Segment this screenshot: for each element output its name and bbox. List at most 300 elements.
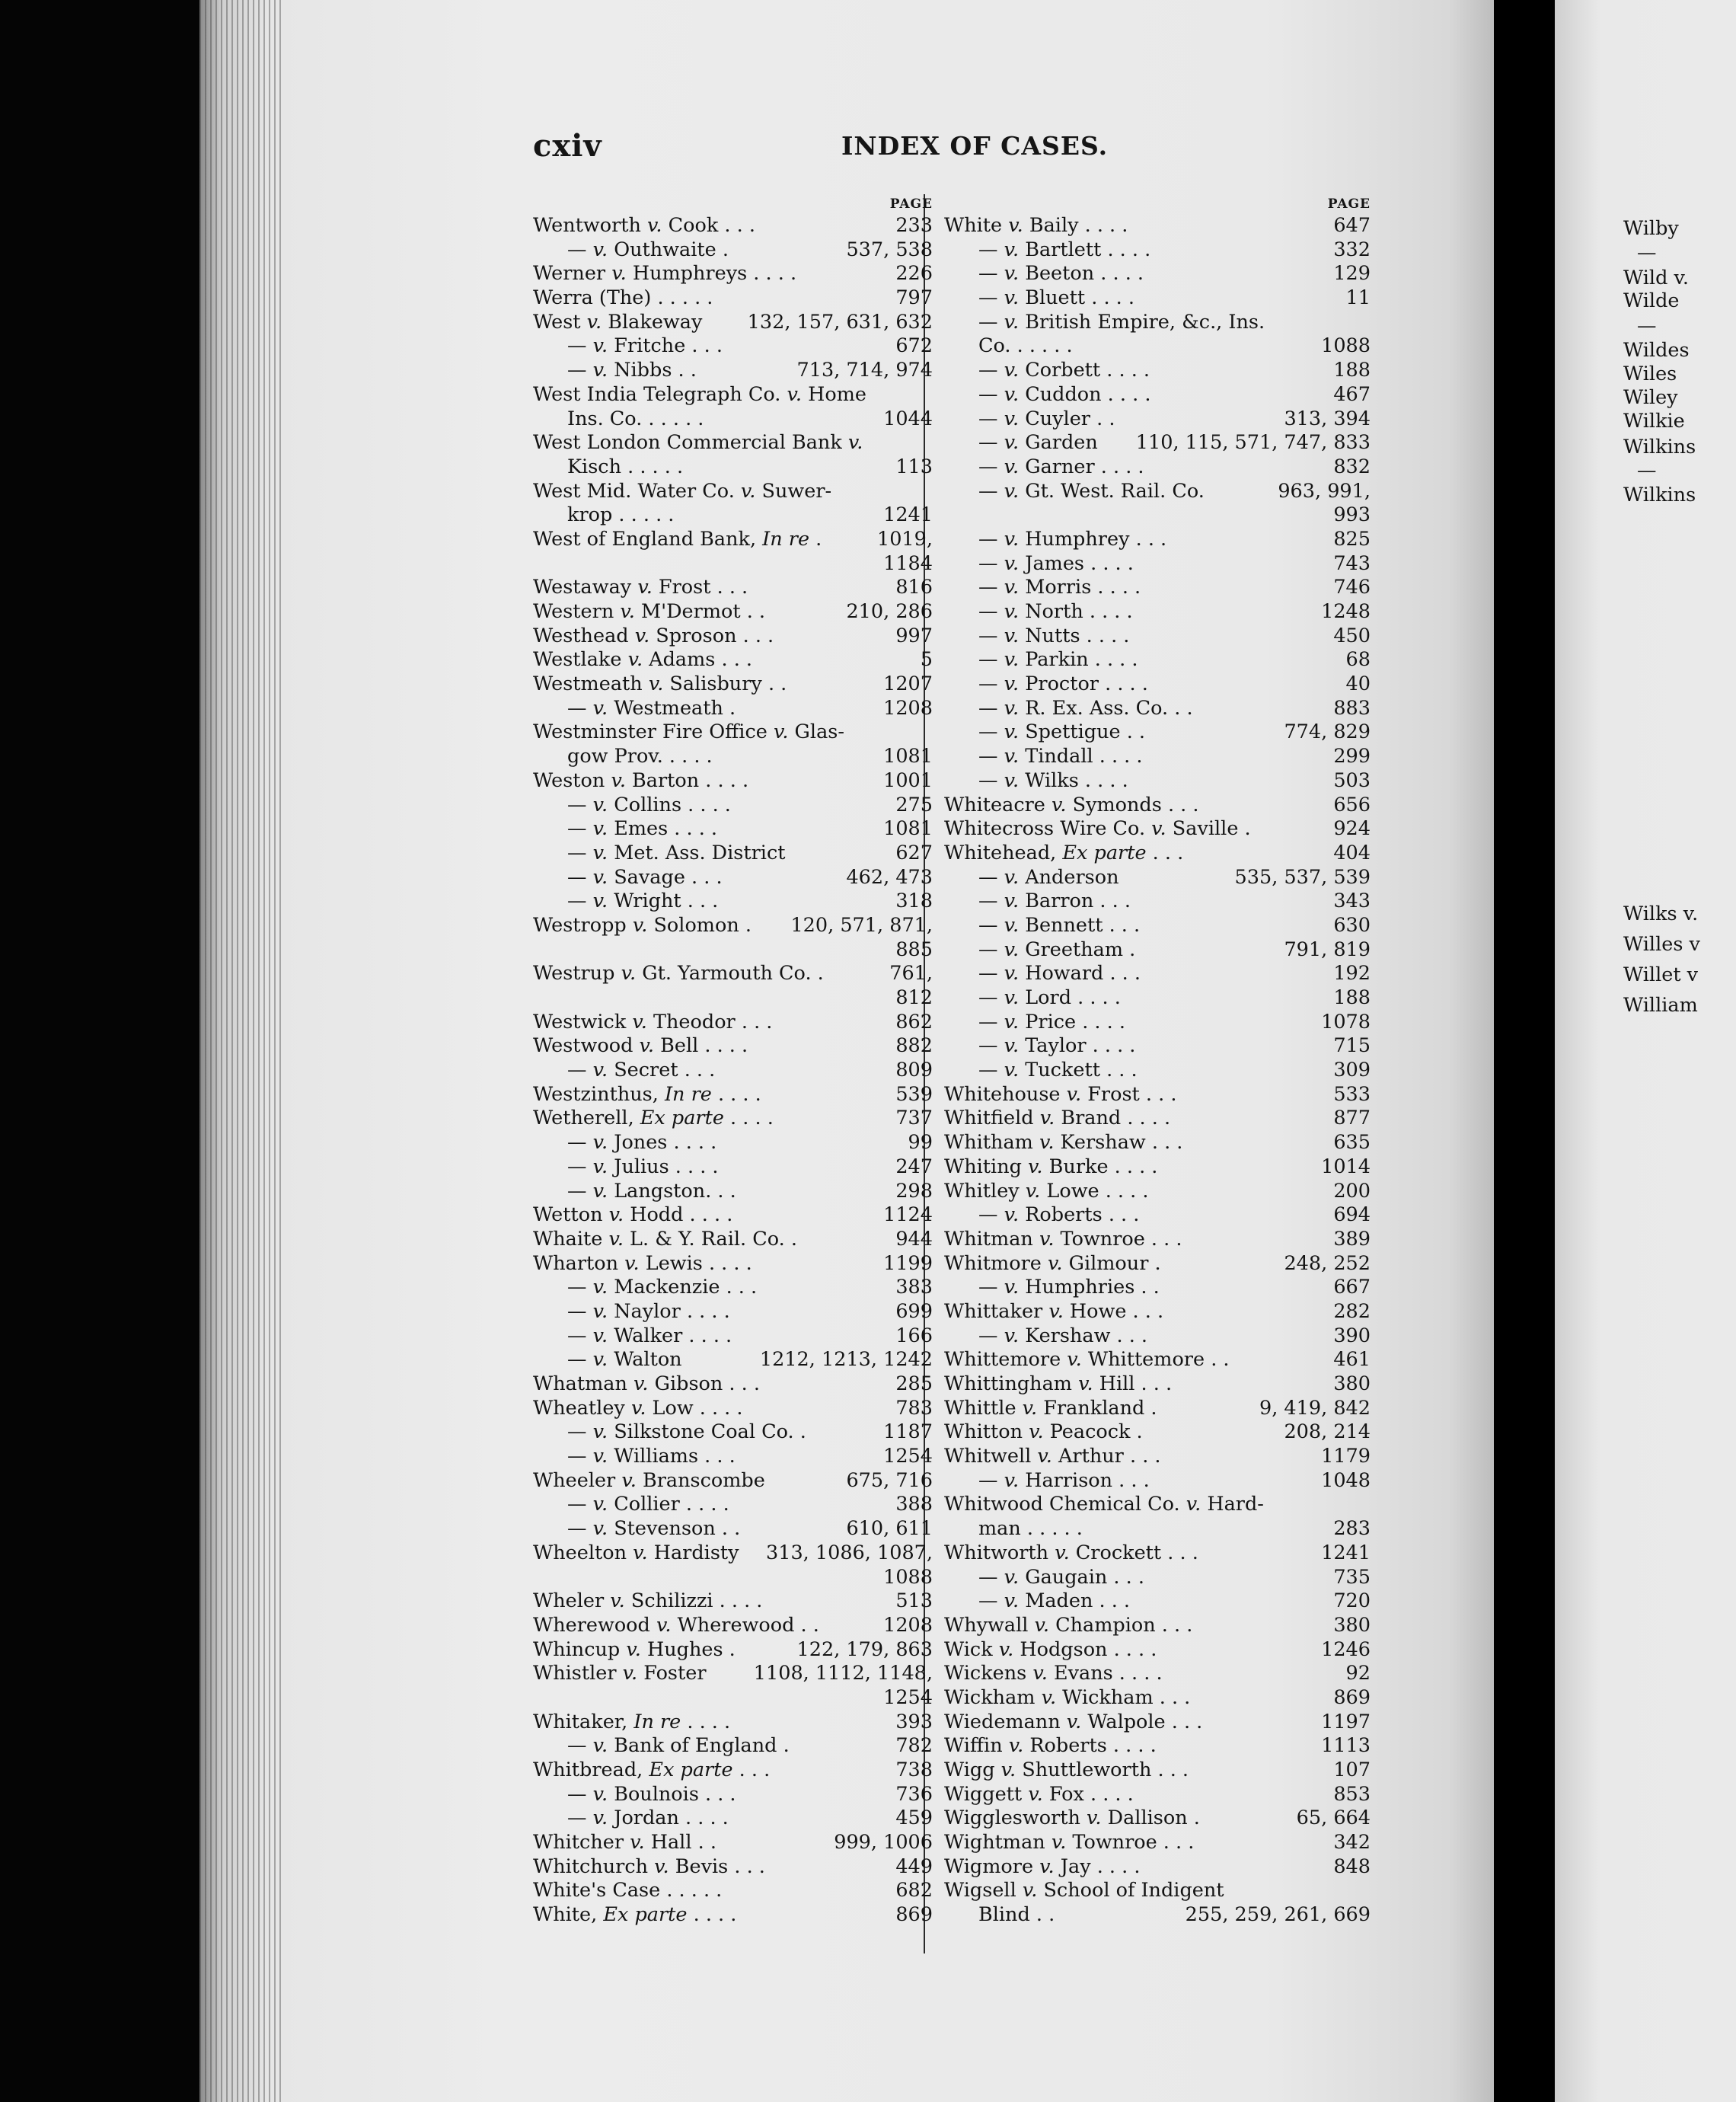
leader-dots: . (723, 1637, 736, 1661)
case-name: — v. British Empire, &c., Ins. (978, 310, 1265, 334)
index-entry (944, 745, 1371, 769)
page-references: 275 (895, 793, 933, 816)
page-references: 869 (895, 1903, 933, 1927)
page-references: 380 (1333, 1613, 1371, 1637)
page-references: 1113 (1321, 1734, 1371, 1758)
leader-dots: . . (761, 672, 787, 696)
page-references: 11 (1345, 286, 1371, 310)
case-name: — v. Julius . . . . (567, 1155, 719, 1178)
page-references: 40 (1345, 672, 1371, 696)
leader-dots: . . . . (1086, 1034, 1136, 1058)
next-page-fragment: Willes v (1623, 933, 1700, 956)
next-page-fragment: Wilks v. (1623, 902, 1699, 925)
index-entry (533, 697, 933, 721)
index-entry (533, 1783, 933, 1807)
next-page-fragment: — (1637, 241, 1657, 264)
leader-dots: . . . . (1100, 359, 1150, 382)
page-references: 68 (1345, 648, 1371, 672)
page-references: 1248 (1321, 600, 1371, 623)
index-entry (533, 431, 933, 455)
case-name: — v. Emes . . . . (567, 817, 718, 841)
case-name: — v. Tindall . . . . (978, 745, 1143, 768)
index-entry (944, 1228, 1371, 1252)
leader-dots: . . . (710, 576, 748, 599)
page-references: 746 (1333, 576, 1371, 599)
leader-dots: . . (691, 1831, 716, 1854)
index-entry (944, 383, 1371, 407)
index-entry (533, 1059, 933, 1083)
index-entry (533, 745, 933, 769)
leader-dots: . . . . . (660, 1879, 723, 1902)
index-entry (944, 1831, 1371, 1855)
index-entry (944, 1662, 1371, 1686)
case-name: — v. Bartlett . . . . (978, 238, 1151, 261)
index-entry (944, 1903, 1371, 1928)
case-name: Blind . . (978, 1903, 1055, 1927)
leader-dots: . . . . (1078, 214, 1128, 237)
page-references: 461 (1333, 1348, 1371, 1372)
leader-dots: . . . . (1099, 1179, 1149, 1203)
page-references: 226 (895, 262, 933, 286)
case-name: — v. Cuddon . . . . (978, 382, 1151, 406)
case-name: Wetherell, Ex parte . . . . (533, 1107, 774, 1130)
page-references: 610, 611 (846, 1517, 933, 1541)
leader-dots: . (777, 1734, 790, 1758)
case-name: — v. R. Ex. Ass. Co. . . (978, 696, 1193, 720)
index-entry (944, 1734, 1371, 1759)
page-references: 343 (1333, 890, 1371, 913)
case-name: — v. Harrison . . . (978, 1468, 1150, 1492)
leader-dots: . . . . (1121, 1107, 1171, 1130)
leader-dots: . . (740, 600, 766, 623)
index-entry (533, 1180, 933, 1204)
page-edges (199, 0, 283, 2102)
case-name: Westrup v. Gt. Yarmouth Co. . (533, 962, 824, 986)
left-index-column (533, 194, 933, 1928)
case-name: White, Ex parte . . . . (533, 1903, 737, 1927)
case-name: Wheeler v. Branscombe (533, 1468, 765, 1492)
case-name: — v. Collins . . . . (567, 793, 731, 816)
page-references: 188 (1333, 986, 1371, 1009)
page-references: 390 (1333, 1324, 1371, 1347)
case-name: Whittemore v. Whittemore . . (944, 1348, 1230, 1372)
leader-dots: . (1187, 1807, 1200, 1830)
leader-dots: . . . . (679, 1493, 729, 1516)
leader-dots: . . . . (687, 1903, 737, 1927)
page-references: 656 (1333, 793, 1371, 816)
leader-dots: . . . (698, 1782, 736, 1806)
index-entry (533, 528, 933, 552)
leader-dots: . . (711, 1179, 736, 1203)
page-references: 1208 (883, 696, 933, 720)
case-name: — v. Boulnois . . . (567, 1782, 736, 1806)
index-entry (533, 1300, 933, 1324)
leader-dots: . . . (678, 1059, 716, 1082)
leader-dots: . . . . . (1010, 334, 1073, 358)
case-name: — v. Stevenson . . (567, 1517, 741, 1541)
case-name: West of England Bank, In re . (533, 527, 822, 551)
case-name: — v. Tuckett . . . (978, 1059, 1138, 1082)
page-references: 737 (895, 1107, 933, 1130)
leader-dots: . . . . (713, 1589, 763, 1613)
case-name: — v. Parkin . . . . (978, 648, 1138, 672)
page-references: 388 (895, 1493, 933, 1516)
leader-dots: . . . (1157, 1831, 1195, 1854)
leader-dots: . . . . . (612, 503, 675, 527)
case-name: Westhead v. Sproson . . . (533, 624, 774, 647)
index-entry (944, 720, 1371, 745)
index-entry (944, 480, 1371, 504)
index-entry (944, 1059, 1371, 1083)
page-references: 132, 157, 631, 632 (747, 310, 933, 334)
index-entry (944, 552, 1371, 577)
page-references: 1088 (883, 1565, 933, 1589)
leader-dots: . (811, 962, 824, 986)
case-name: Wigglesworth v. Dallison . (944, 1807, 1200, 1830)
case-name: — v. Proctor . . . . (978, 672, 1148, 696)
leader-dots: . . . . (1090, 1854, 1141, 1878)
case-name: — v. Beeton . . . . (978, 262, 1144, 286)
page-references: 1241 (883, 503, 933, 527)
case-name: — v. Greetham . (978, 938, 1136, 961)
next-page-fragment: William (1623, 994, 1698, 1017)
page-references: 997 (895, 624, 933, 647)
leader-dots: . . . . (1085, 286, 1134, 310)
index-entry (944, 528, 1371, 552)
case-name: — v. Gt. West. Rail. Co. (978, 479, 1205, 503)
index-entry (533, 1493, 933, 1517)
case-name: Whittingham v. Hill . . . (944, 1372, 1173, 1395)
running-title: INDEX OF CASES. (841, 131, 1109, 161)
leader-dots: . . . . (681, 793, 731, 816)
next-page-fragment: Wilde (1623, 289, 1680, 312)
case-name: Wheler v. Schilizzi . . . . (533, 1589, 763, 1613)
page-references: 791, 819 (1284, 938, 1371, 961)
page-references: 1014 (1321, 1155, 1371, 1178)
case-name: Whitman v. Townroe . . . (944, 1227, 1182, 1251)
index-entry (533, 914, 933, 938)
case-name: — v. Cuyler . . (978, 407, 1115, 430)
case-name: Weston v. Barton . . . . (533, 768, 749, 792)
index-entry (533, 480, 933, 504)
page-references: 882 (895, 1034, 933, 1058)
leader-dots: . . . . (1099, 672, 1148, 696)
leader-dots: . . . (1155, 1613, 1193, 1637)
leader-dots: . . . (1145, 1131, 1183, 1155)
index-entry (533, 1686, 933, 1711)
case-name: Whittaker v. Howe . . . (944, 1299, 1164, 1323)
case-name: Whittle v. Frankland . (944, 1396, 1157, 1420)
page-references: 1048 (1321, 1468, 1371, 1492)
case-name: — v. Garden (978, 431, 1098, 455)
leader-dots: . . . (735, 1010, 773, 1033)
index-entry (944, 697, 1371, 721)
page-references: 720 (1333, 1589, 1371, 1613)
page-references: 862 (895, 1010, 933, 1033)
page-references: 535, 537, 539 (1234, 865, 1371, 889)
page-references: 107 (1333, 1759, 1371, 1781)
page-references: 667 (1333, 1276, 1371, 1299)
leader-dots: . . . (723, 1372, 760, 1395)
index-entry (944, 1711, 1371, 1735)
index-entry (944, 334, 1371, 359)
leader-dots: . . . (685, 865, 723, 889)
leader-dots: . . . (715, 648, 753, 672)
case-name: Wetton v. Hodd . . . . (533, 1203, 733, 1227)
leader-dots: . . . (1103, 962, 1141, 986)
leader-dots: . . . . (669, 1155, 719, 1178)
leader-dots: . . . . (1093, 745, 1143, 768)
case-name: Western v. M'Dermot . . (533, 600, 766, 623)
case-name: — v. Bennett . . . (978, 913, 1141, 937)
case-name: — v. Mackenzie . . . (567, 1276, 758, 1299)
leader-dots: . (723, 696, 736, 720)
page-references: 825 (1333, 527, 1371, 551)
page-references: 1184 (883, 551, 933, 575)
case-name: — v. Silkstone Coal Co. . (567, 1420, 806, 1444)
leader-dots: . . . . (1101, 382, 1151, 406)
index-entry (944, 359, 1371, 383)
index-entry (533, 1807, 933, 1831)
case-name: Werra (The) . . . . . (533, 286, 713, 310)
page-references: 299 (1333, 745, 1371, 768)
page-references: 393 (895, 1710, 933, 1733)
leader-dots: . . . (718, 214, 755, 237)
index-entry (533, 1903, 933, 1928)
leader-dots: . . . (1139, 1082, 1177, 1106)
index-entry (533, 1517, 933, 1541)
case-name: Wightman v. Townroe . . . (944, 1831, 1195, 1854)
page-references: 99 (908, 1131, 933, 1155)
case-name: — v. Jones . . . . (567, 1131, 717, 1155)
index-entry (944, 962, 1371, 986)
case-name: Westropp v. Solomon . (533, 913, 752, 937)
leader-dots: . . . . . (1020, 1517, 1083, 1541)
leader-dots: . . . . (1101, 238, 1151, 261)
page-references: 883 (1333, 696, 1371, 720)
case-name: Co. . . . . . (978, 334, 1073, 358)
page-references: 999, 1006 (834, 1831, 933, 1854)
index-entry (533, 1252, 933, 1276)
page-references: 9, 419, 842 (1259, 1396, 1371, 1420)
case-name: White v. Baily . . . . (944, 214, 1128, 237)
index-entry (944, 1083, 1371, 1107)
page-references: 1088 (1321, 334, 1371, 358)
index-entry (533, 1662, 933, 1686)
case-name: Westmeath v. Salisbury . . (533, 672, 787, 696)
page-references: 1208 (883, 1613, 933, 1637)
index-entry (533, 1011, 933, 1035)
case-name: — v. Met. Ass. District (567, 841, 786, 864)
index-entry (944, 576, 1371, 600)
leader-dots: . . . . (681, 1710, 731, 1733)
page-references: 282 (1333, 1299, 1371, 1323)
page-references: 993 (1333, 503, 1371, 527)
index-entry (944, 455, 1371, 480)
leader-dots: . (739, 913, 752, 937)
right-entries (944, 214, 1371, 1928)
next-page-fragment: — (1637, 459, 1657, 482)
case-name: Wickens v. Evans . . . . (944, 1662, 1163, 1685)
index-entry (533, 262, 933, 286)
case-name: Whitbread, Ex parte . . . (533, 1759, 771, 1781)
page-references: 1199 (883, 1251, 933, 1275)
leader-dots: . . . . (711, 1082, 761, 1106)
leader-dots: . . . (736, 624, 774, 647)
index-entry (533, 1445, 933, 1469)
page-references: 1081 (883, 745, 933, 768)
leader-dots: . . . . (1080, 624, 1130, 647)
case-name: Whitley v. Lowe . . . . (944, 1179, 1149, 1203)
case-name: Whitecross Wire Co. v. Saville . (944, 817, 1251, 841)
case-name: — v. Roberts . . . (978, 1203, 1140, 1227)
index-entry (533, 600, 933, 625)
leader-dots: . . . . (678, 1807, 729, 1830)
leader-dots: . (1123, 938, 1136, 961)
case-name: Whitworth v. Crockett . . . (944, 1541, 1198, 1564)
page-references: 1124 (883, 1203, 933, 1227)
index-entry (944, 1252, 1371, 1276)
index-entry (944, 769, 1371, 794)
case-name: Whitmore v. Gilmour . (944, 1251, 1161, 1275)
index-entry (944, 1372, 1371, 1397)
page-references: 449 (895, 1854, 933, 1878)
index-entry (944, 1638, 1371, 1663)
case-name: Westaway v. Frost . . . (533, 576, 748, 599)
index-entry (944, 1589, 1371, 1614)
leader-dots: . . . . (662, 745, 713, 768)
leader-dots: . . . . (667, 1131, 717, 1155)
leader-dots: . . . (1123, 1445, 1161, 1468)
case-name: — v. Lord . . . . (978, 986, 1121, 1009)
page-references: 885 (895, 938, 933, 961)
case-name: Whistler v. Foster (533, 1662, 707, 1685)
index-entry (533, 334, 933, 359)
page-references: 1081 (883, 817, 933, 841)
page-references: 682 (895, 1879, 933, 1902)
index-entry (533, 1734, 933, 1759)
page-references: 774, 829 (1284, 720, 1371, 744)
index-entry (533, 503, 933, 528)
page-references: 1187 (883, 1420, 933, 1444)
index-entry (944, 1203, 1371, 1228)
page-references: 318 (895, 890, 933, 913)
leader-dots: . . . (1165, 1710, 1203, 1733)
index-entry (533, 1083, 933, 1107)
page-references: 944 (895, 1227, 933, 1251)
leader-dots: . . . . (1107, 1637, 1157, 1661)
leader-dots: . . . (1151, 1759, 1189, 1781)
index-entry (533, 1614, 933, 1638)
page-references: 110, 115, 571, 747, 833 (1135, 431, 1371, 455)
index-entry (533, 1855, 933, 1880)
index-entry (944, 1493, 1371, 1517)
page-references: 1207 (883, 672, 933, 696)
leader-dots: . (793, 1420, 806, 1444)
case-name: Whitehouse v. Frost . . . (944, 1082, 1177, 1106)
page-references: 743 (1333, 551, 1371, 575)
index-entry (944, 1759, 1371, 1783)
case-name: Westwick v. Theodor . . . (533, 1010, 773, 1033)
page-references: 283 (1333, 1517, 1371, 1541)
index-entry (944, 890, 1371, 914)
index-entry (944, 1107, 1371, 1131)
leader-dots: . . . (1093, 1589, 1131, 1613)
page-references: 459 (895, 1807, 933, 1830)
page-references: 761, (889, 962, 933, 986)
leader-dots: . . . (1161, 793, 1199, 816)
page-references: 248, 252 (1284, 1251, 1371, 1275)
case-name: — v. Wright . . . (567, 890, 719, 913)
leader-dots: . . . . . (621, 455, 684, 478)
page-references: 672 (895, 334, 933, 358)
index-entry (944, 1397, 1371, 1421)
leader-dots: . . . (685, 334, 723, 358)
next-page-fragment: Wilkins (1623, 484, 1696, 506)
page-references: 1197 (1321, 1710, 1371, 1733)
index-entry (533, 1228, 933, 1252)
case-name: — v. Nibbs . . (567, 359, 697, 382)
case-name: — v. Humphries . . (978, 1276, 1160, 1299)
case-name: Wigmore v. Jay . . . . (944, 1854, 1141, 1878)
index-entry (944, 214, 1371, 238)
page-references: 627 (895, 841, 933, 864)
case-name: West v. Blakeway (533, 310, 703, 334)
case-name: Whitfield v. Brand . . . . (944, 1107, 1171, 1130)
index-entry (944, 1034, 1371, 1059)
index-entry (533, 1203, 933, 1228)
leader-dots: . . . (1161, 1541, 1198, 1564)
index-entry (533, 1034, 933, 1059)
page-references: 809 (895, 1059, 933, 1082)
index-entry (944, 311, 1371, 335)
index-entry (944, 1517, 1371, 1541)
page-references: 313, 394 (1284, 407, 1371, 430)
index-entry (944, 431, 1371, 455)
index-entry (533, 1131, 933, 1155)
leader-dots: . . . (720, 1276, 758, 1299)
page-references: 513 (895, 1589, 933, 1613)
case-name: Westminster Fire Office v. Glas- (533, 720, 844, 744)
index-entry (533, 672, 933, 697)
page-references: 630 (1333, 913, 1371, 937)
index-entry (944, 938, 1371, 963)
index-entry (944, 1783, 1371, 1807)
case-name: — v. Savage . . . (567, 865, 723, 889)
index-entry (944, 238, 1371, 263)
index-entry (944, 625, 1371, 649)
leader-dots: . (1238, 817, 1251, 841)
case-name: Wheelton v. Hardisty (533, 1541, 739, 1564)
leader-dots: . . . . (683, 1203, 733, 1227)
leader-dots: . . . . (1094, 262, 1144, 286)
case-name: — v. Garner . . . . (978, 455, 1144, 478)
index-entry (533, 648, 933, 672)
page-references: 309 (1333, 1059, 1371, 1082)
page-references: 539 (895, 1082, 933, 1106)
index-entry (533, 842, 933, 866)
case-name: — v. Williams . . . (567, 1445, 736, 1468)
case-name: Westwood v. Bell . . . . (533, 1034, 748, 1058)
page-references: 342 (1333, 1831, 1371, 1854)
case-name: Wentworth v. Cook . . . (533, 214, 755, 237)
leader-dots: . . . . (693, 1396, 743, 1420)
leader-dots: . . . . (680, 1299, 730, 1323)
page-references: 533 (1333, 1082, 1371, 1106)
next-page-fragment: Willet v (1623, 963, 1699, 986)
page-references: 5 (920, 648, 933, 672)
page-references: 675, 716 (846, 1468, 933, 1492)
